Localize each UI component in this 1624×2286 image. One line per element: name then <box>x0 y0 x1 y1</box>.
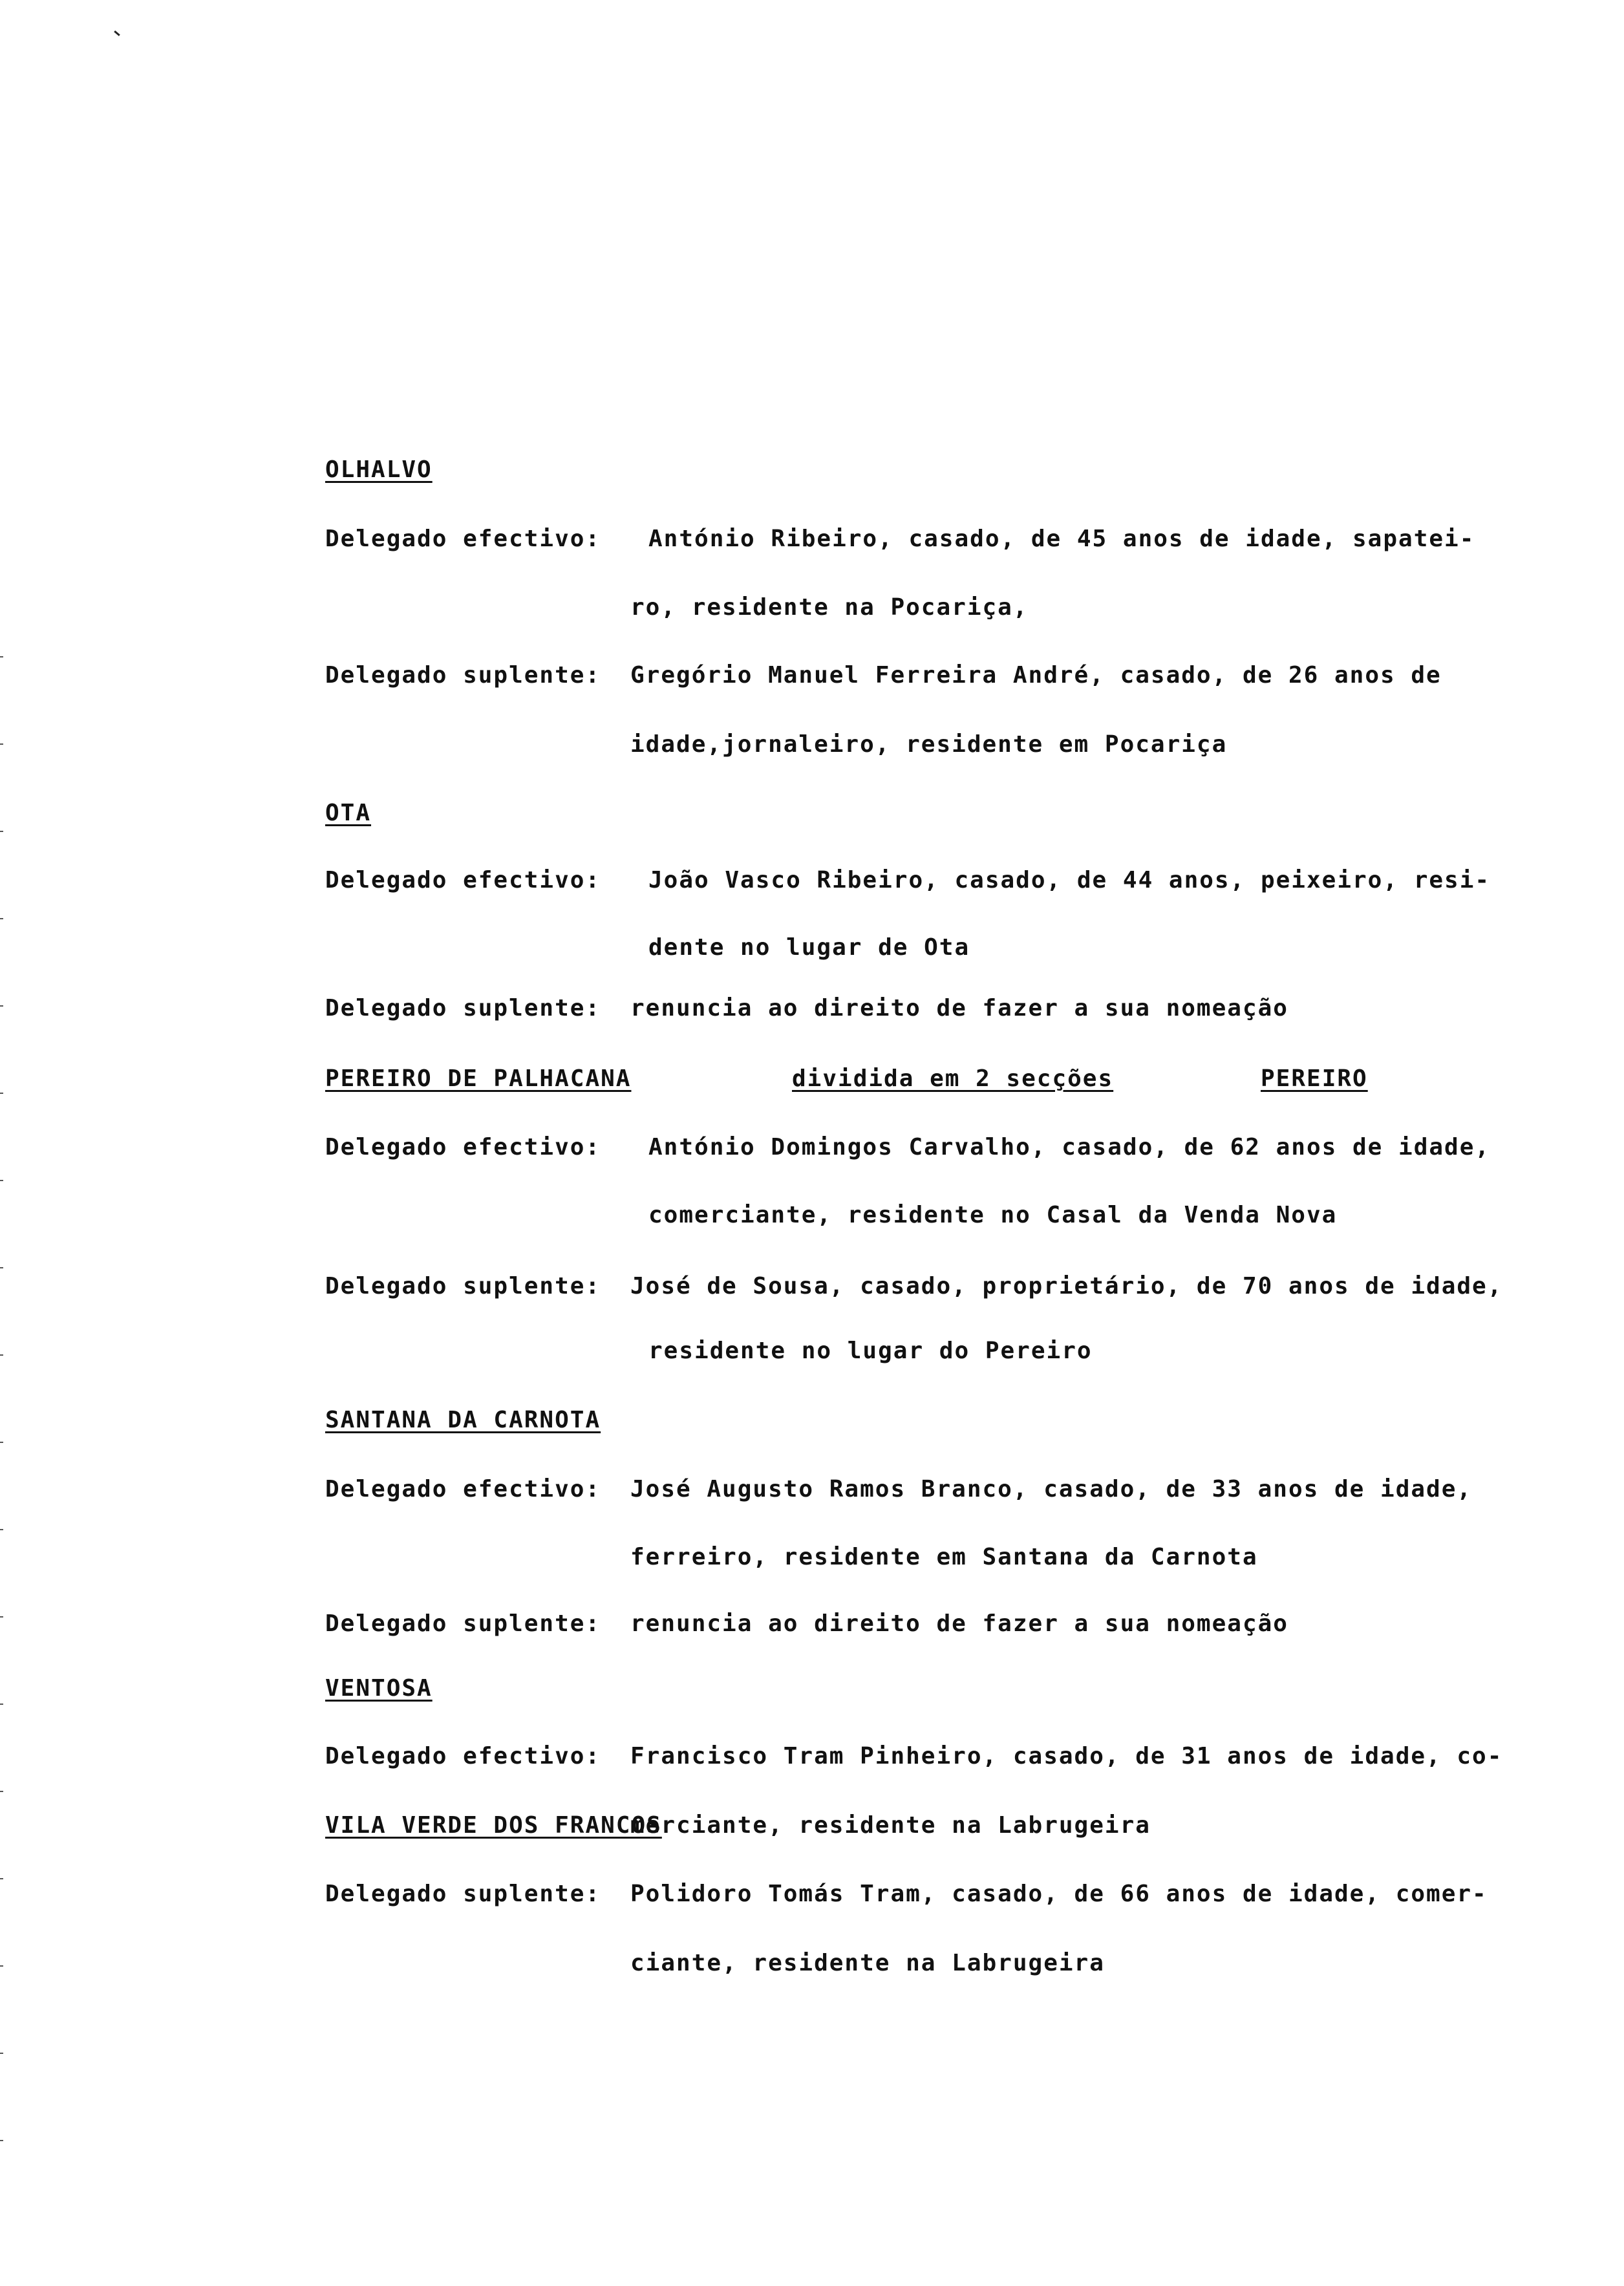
delegate-efectivo-text: Francisco Tram Pinheiro, casado, de 31 anos de idade, co- <box>630 1743 1503 1769</box>
section-heading: PEREIRO DE PALHACANA <box>325 1065 632 1092</box>
delegate-suplente-text: ciante, residente na Labrugeira <box>630 1950 1105 1976</box>
delegate-suplente-text: residente no lugar do Pereiro <box>648 1338 1093 1364</box>
delegate-efectivo-text: merciante, residente na Labrugeira <box>630 1812 1151 1839</box>
delegate-efectivo-text: António Domingos Carvalho, casado, de 62 anos de idade, <box>648 1134 1491 1160</box>
delegate-efectivo-label: Delegado efectivo: <box>325 526 601 552</box>
delegate-efectivo-text: José Augusto Ramos Branco, casado, de 33 anos de idade, <box>630 1476 1473 1502</box>
section-heading: SANTANA DA CARNOTA <box>325 1407 601 1433</box>
delegate-suplente-label: Delegado suplente: <box>325 1610 601 1637</box>
delegate-suplente-label: Delegado suplente: <box>325 1273 601 1299</box>
section-heading-overprint: VILA VERDE DOS FRANCOS <box>325 1812 662 1839</box>
delegate-suplente-text: Gregório Manuel Ferreira André, casado, de 26 anos de <box>630 662 1442 689</box>
delegate-efectivo-text: António Ribeiro, casado, de 45 anos de idade, sapatei- <box>648 526 1475 552</box>
delegate-suplente-text: José de Sousa, casado, proprietário, de 70 anos de idade, <box>630 1273 1503 1299</box>
delegate-efectivo-label: Delegado efectivo: <box>325 1134 601 1160</box>
delegate-suplente-label: Delegado suplente: <box>325 662 601 689</box>
delegate-suplente-label: Delegado suplente: <box>325 1881 601 1907</box>
corner-mark <box>114 30 120 36</box>
delegate-efectivo-label: Delegado efectivo: <box>325 1476 601 1502</box>
delegate-efectivo-text: João Vasco Ribeiro, casado, de 44 anos, peixeiro, resi- <box>648 867 1491 893</box>
section-subheading: dividida em 2 secções <box>792 1065 1114 1092</box>
delegate-efectivo-text: dente no lugar de Ota <box>648 934 970 961</box>
delegate-suplente-text: idade,jornaleiro, residente em Pocariça <box>630 731 1228 758</box>
delegate-suplente-text: Polidoro Tomás Tram, casado, de 66 anos de idade, comer- <box>630 1881 1488 1907</box>
section-subheading-right: PEREIRO <box>1261 1065 1368 1092</box>
delegate-suplente-label: Delegado suplente: <box>325 995 601 1021</box>
section-heading: OTA <box>325 800 372 826</box>
delegate-suplente-text: renuncia ao direito de fazer a sua nomeação <box>630 995 1288 1021</box>
left-edge-marks <box>0 0 4 2286</box>
delegate-efectivo-label: Delegado efectivo: <box>325 867 601 893</box>
section-heading: VENTOSA <box>325 1675 433 1702</box>
delegate-efectivo-label: Delegado efectivo: <box>325 1743 601 1769</box>
delegate-efectivo-text: ro, residente na Pocariça, <box>630 594 1029 621</box>
delegate-efectivo-text: comerciante, residente no Casal da Venda Nova <box>648 1202 1338 1228</box>
delegate-efectivo-text: ferreiro, residente em Santana da Carnota <box>630 1544 1258 1570</box>
delegate-suplente-text: renuncia ao direito de fazer a sua nomeação <box>630 1610 1288 1637</box>
section-heading: OLHALVO <box>325 456 433 483</box>
